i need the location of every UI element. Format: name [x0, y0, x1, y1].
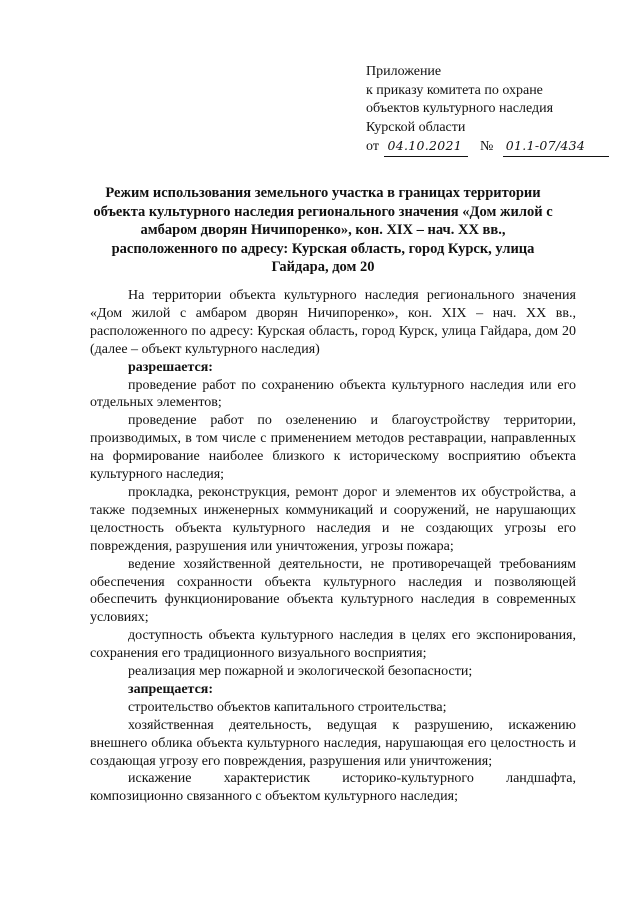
prohibited-heading: запрещается:: [128, 681, 214, 697]
attachment-line-1: Приложение: [366, 64, 442, 79]
allowed-item: прокладка, реконструкция, ремонт дорог и элементов их обустройства, а также подземных инженерных коммуникаций и сооружений, не нарушающих целостность объекта культурного наследия и не создающих угрозы его повреждения, разрушения или уничтожения, угрозы пожара;: [90, 484, 576, 554]
prohibited-item: строительство объектов капитального строительства;: [128, 699, 447, 715]
attachment-header: [366, 63, 616, 157]
prohibited-item: хозяйственная деятельность, ведущая к разрушению, искажению внешнего облика объекта культурного наследия, нарушающая его целостность и создающая угрозу его повреждения, разрушения или уничтожения;: [90, 717, 576, 769]
allowed-item: ведение хозяйственной деятельности, не противоречащей требованиям обеспечения сохранности объекта культурного наследия и позволяющей обеспечить функционирование объекта культурного наследия в современных условиях;: [90, 556, 576, 626]
allowed-item: доступность объекта культурного наследия в целях его экспонирования, сохранения его традиционного визуального восприятия;: [90, 628, 576, 662]
date-number-line: [366, 137, 616, 157]
intro-paragraph: На территории объекта культурного наследия регионального значения «Дом жилой с амбаром дворян Ничипоренко», кон. XIX – нач. XX вв., расположенного по адресу: Курская область, город Курск, улица Гайдара, дом 20 (далее – объект культурного наследия): [90, 288, 576, 357]
document-body: [90, 287, 576, 806]
number-label: №: [479, 139, 494, 155]
prohibited-item: искажение характеристик историко-культурного ландшафта, композиционно связанного с объектом культурного наследия;: [90, 771, 576, 805]
attachment-line-3: объектов культурного наследия: [366, 101, 554, 117]
allowed-item: проведение работ по сохранению объекта культурного наследия или его отдельных элементов;: [90, 377, 576, 411]
document-title: Режим использования земельного участка в границах территории объекта культурного наследия регионального значения «Дом жилой с амбаром дворян Ничипоренко», кон. XIX – нач. XX вв., расположенного по адресу: Курская область, город Курск, улица Гайдара, дом 20: [93, 185, 553, 276]
from-label: от: [366, 139, 379, 155]
attachment-line-2: к приказу комитета по охране: [366, 82, 543, 98]
allowed-item: реализация мер пожарной и экологической безопасности;: [128, 664, 473, 680]
allowed-item: проведение работ по озеленению и благоустройству территории, производимых, в том числе с применением методов реставрации, направленных на формирование наиболее близкого к историческому восприятию объекта культурного наследия;: [90, 413, 576, 483]
handwritten-date: 04.10.2021: [384, 137, 468, 157]
handwritten-number: 01.1-07/434: [503, 137, 609, 157]
attachment-line-4: Курской области: [366, 119, 466, 135]
allowed-heading: разрешается:: [128, 359, 213, 375]
